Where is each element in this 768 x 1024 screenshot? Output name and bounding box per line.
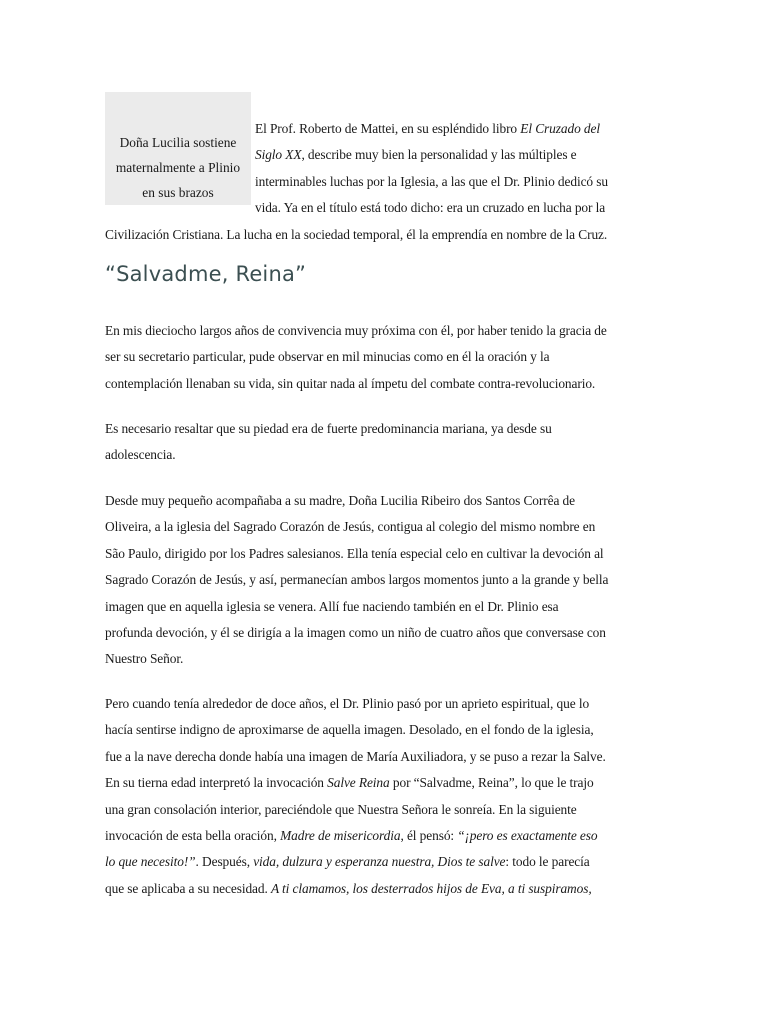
paragraph-2 (105, 416, 665, 469)
text-line: Oliveira, a la iglesia del Sagrado Corazón de Jesús, contigua al colegio del mismo nombre en (105, 519, 596, 535)
text-line: Nuestro Señor. (105, 651, 184, 667)
text-line: adolescencia. (105, 447, 176, 463)
book-title: El Cruzado del (520, 121, 600, 136)
text-line: Sagrado Corazón de Jesús, y así, permanecían ambos largos momentos junto a la grande y bella (105, 572, 609, 588)
caption-line: Doña Lucilia sostiene (119, 135, 237, 150)
text-line: Civilización Cristiana. La lucha en la sociedad temporal, él la emprendía en nombre de la Cruz. (105, 226, 608, 242)
caption-line: maternalmente a Plinio (115, 160, 241, 175)
text-line: lo que necesito!”. Después, vida, dulzura y esperanza nuestra, Dios te salve: todo le parecía (105, 854, 590, 870)
text-line: Siglo XX, describe muy bien la personalidad y las múltiples e (255, 147, 577, 163)
text-line: El Prof. Roberto de Mattei, en su espléndido libro El Cruzado del (255, 121, 600, 136)
section-heading: “Salvadme, Reina” (105, 262, 307, 286)
text-line: hacía sentirse indigno de aproximarse de aquella imagen. Desolado, en el fondo de la iglesia, (105, 722, 594, 738)
text-line: Pero cuando tenía alrededor de doce años, el Dr. Plinio pasó por un aprieto espiritual, que lo (105, 696, 590, 711)
text-line: que se aplicaba a su necesidad. A ti clamamos, los desterrados hijos de Eva, a ti suspiramos, (105, 880, 592, 896)
intro-paragraph (105, 116, 665, 248)
text-line: En mis dieciocho largos años de convivencia muy próxima con él, por haber tenido la gracia de (105, 323, 607, 338)
text-line: interminables luchas por la Iglesia, a las que el Dr. Plinio dedicó su (255, 173, 608, 189)
text-line: Desde muy pequeño acompañaba a su madre, Doña Lucilia Ribeiro dos Santos Corrêa de (105, 493, 575, 508)
text-line: En su tierna edad interpretó la invocación Salve Reina por “Salvadme, Reina”, lo que le trajo (105, 775, 594, 791)
text-line: fue a la nave derecha donde había una imagen de María Auxiliadora, y se puso a rezar la Salve. (105, 748, 606, 764)
book-title: Siglo XX (255, 147, 302, 163)
caption-line: en sus brazos (142, 185, 214, 200)
text-line: São Paulo, dirigido por los Padres salesianos. Ella tenía especial celo en cultivar la devoción al (105, 545, 604, 561)
paragraph-4 (105, 691, 665, 902)
text-line: Es necesario resaltar que su piedad era de fuerte predominancia mariana, ya desde su (105, 421, 552, 436)
text-line: invocación de esta bella oración, Madre de misericordia, él pensó: “¡pero es exactamente eso (105, 828, 598, 844)
text-line: una gran consolación interior, pareciéndole que Nuestra Señora le sonreía. En la siguiente (105, 801, 577, 817)
paragraph-3 (105, 488, 665, 673)
text-line: profunda devoción, y él se dirigía a la imagen como un niño de cuatro años que conversase con (105, 625, 606, 641)
text-line: ser su secretario particular, pude observar en mil minucias como en él la oración y la (105, 349, 550, 365)
text-line: contemplación llenaban su vida, sin quitar nada al ímpetu del combate contra-revolucionario. (105, 375, 596, 391)
text-line: vida. Ya en el título está todo dicho: era un cruzado en lucha por la (255, 200, 606, 216)
paragraph-1 (105, 318, 665, 397)
text-line: imagen que en aquella iglesia se venera. Allí fue naciendo también en el Dr. Plinio esa (105, 598, 559, 614)
